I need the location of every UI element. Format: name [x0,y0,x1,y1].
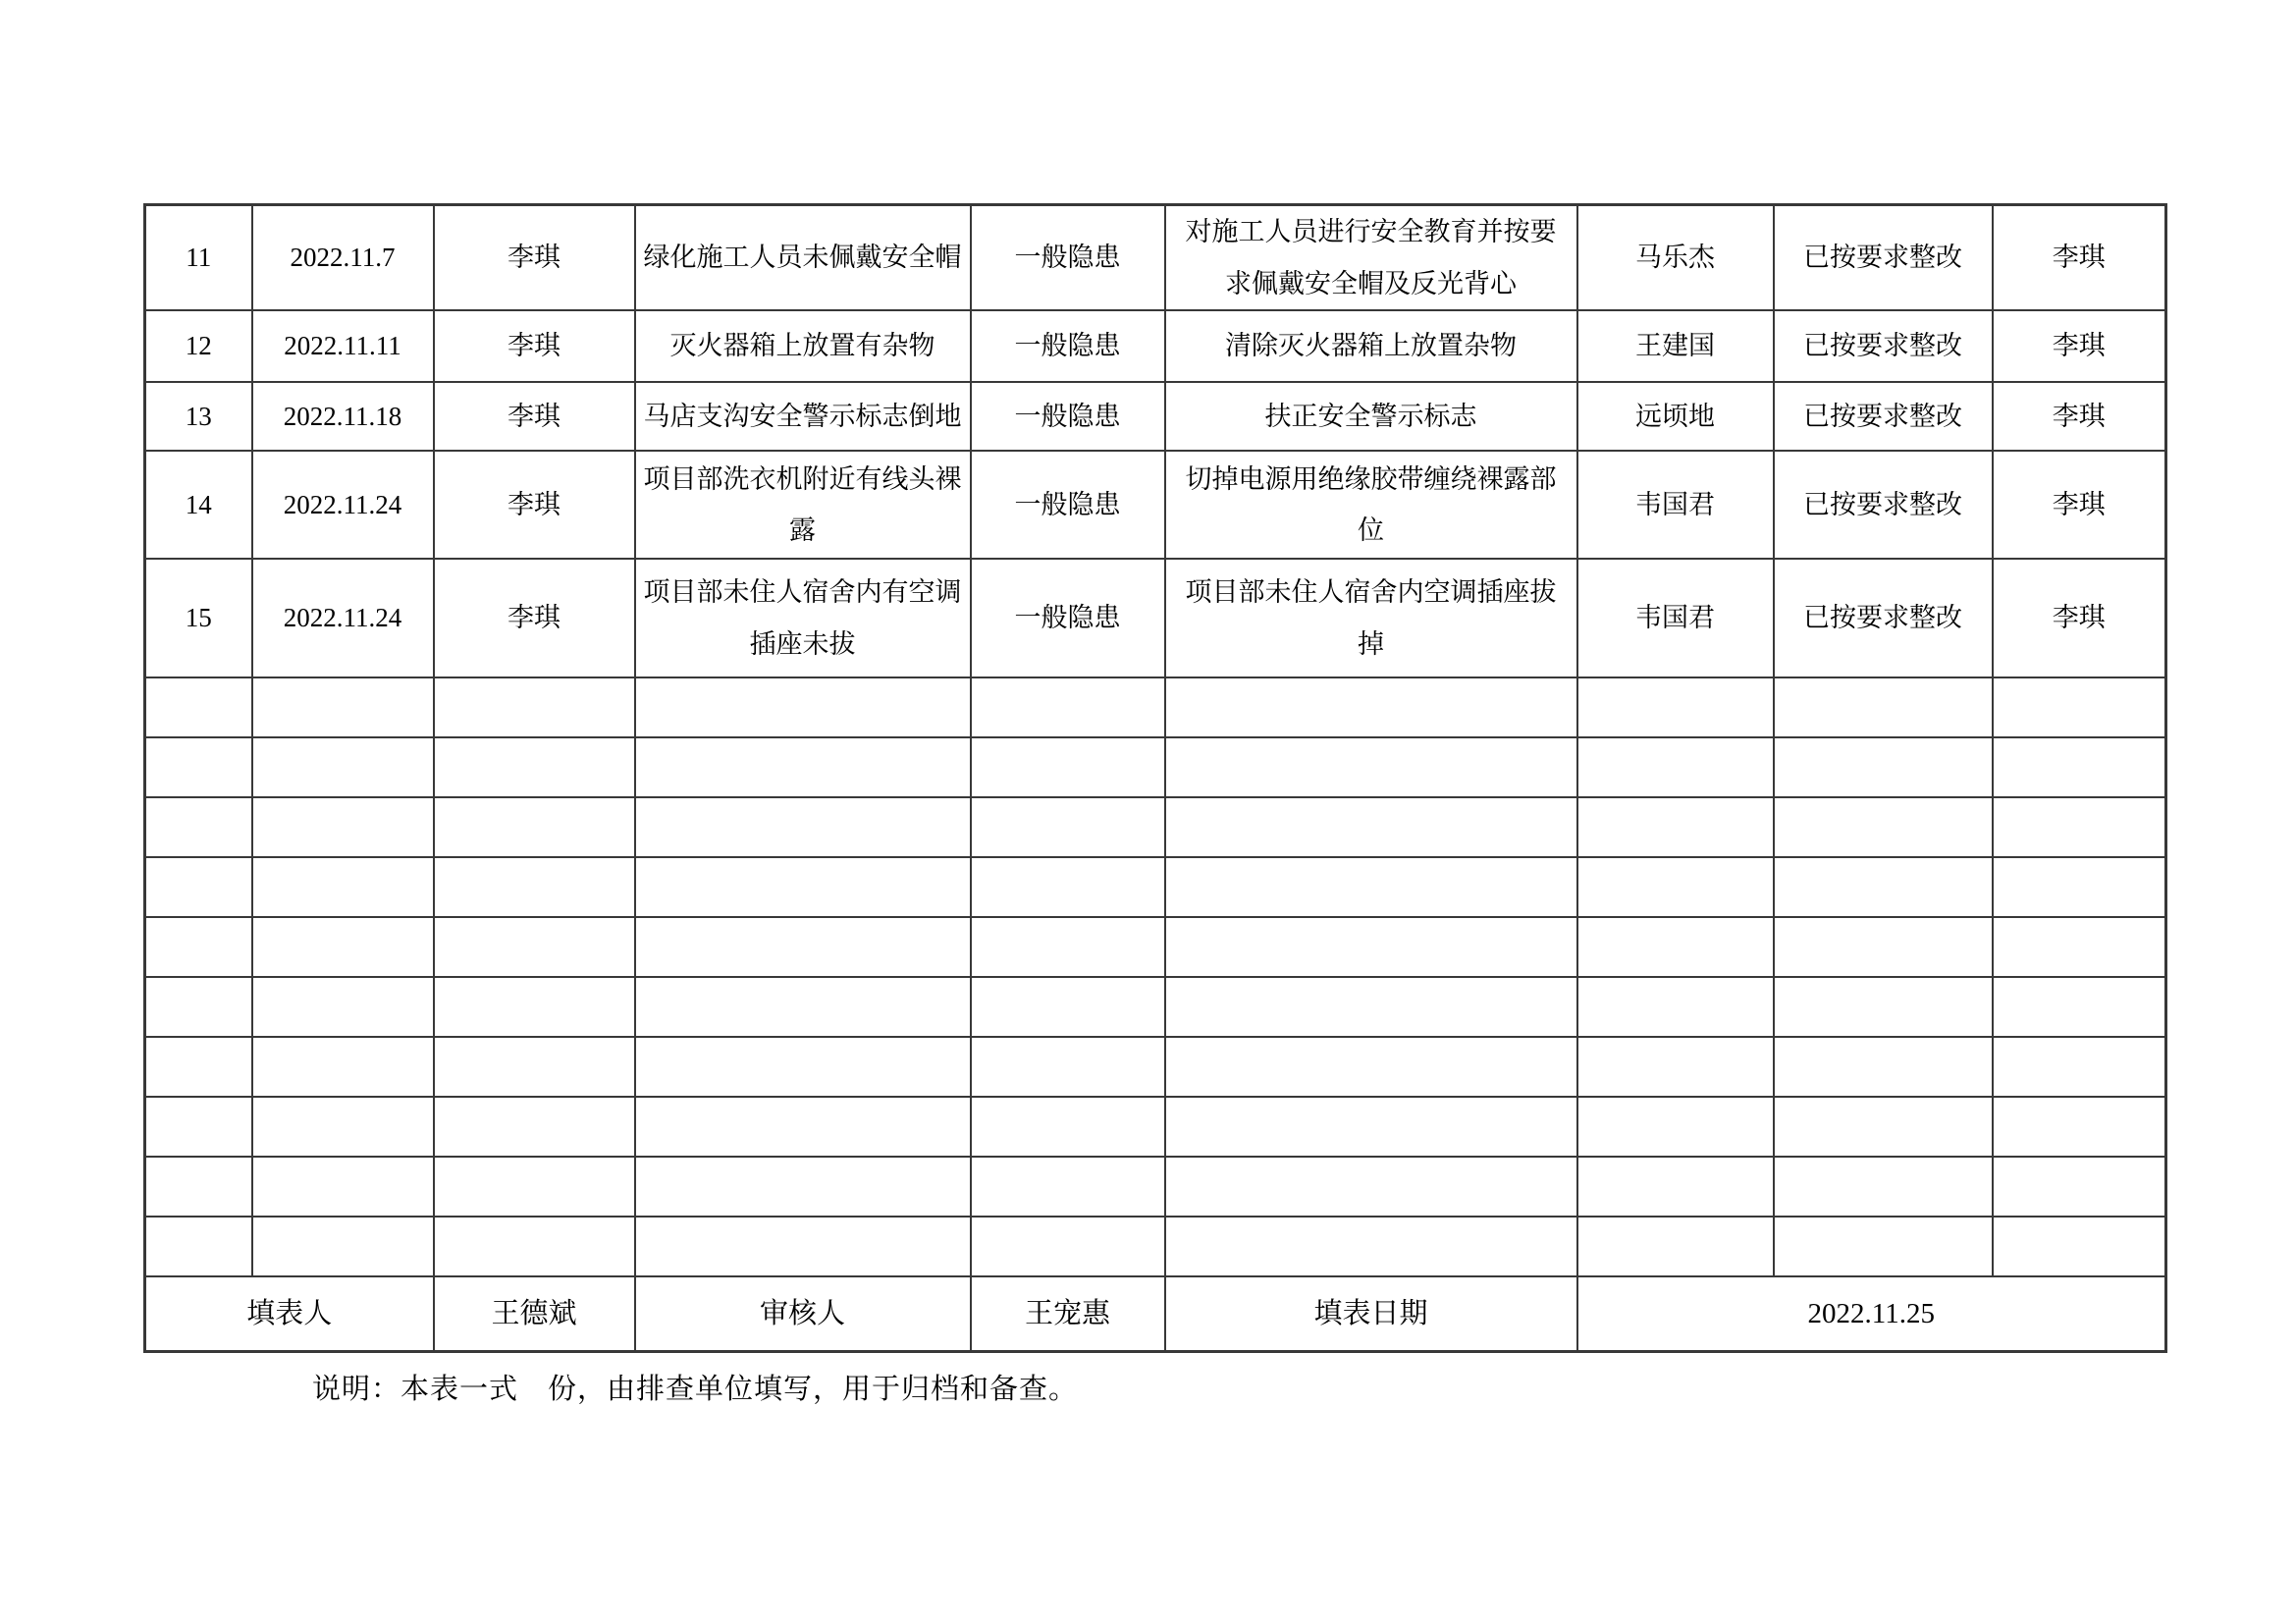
cell-responsible: 王建国 [1577,310,1774,382]
empty-cell [635,1157,971,1217]
empty-cell [635,857,971,917]
empty-cell [1165,977,1577,1037]
empty-cell [1577,1157,1774,1217]
cell-inspector: 李琪 [434,559,635,677]
empty-cell [1774,737,1993,797]
cell-status: 已按要求整改 [1774,310,1993,382]
cell-date: 2022.11.18 [252,382,434,451]
cell-status: 已按要求整改 [1774,451,1993,559]
empty-table-row [145,1217,2166,1276]
empty-table-row [145,857,2166,917]
empty-cell [252,1097,434,1157]
cell-inspector: 李琪 [434,451,635,559]
empty-cell [434,1157,635,1217]
empty-cell [1774,677,1993,737]
empty-cell [1993,677,2166,737]
empty-cell [1993,1097,2166,1157]
cell-date: 2022.11.24 [252,559,434,677]
cell-inspector: 李琪 [434,205,635,311]
cell-level: 一般隐患 [971,382,1165,451]
note-text: 说明：本表一式 份，由排查单位填写，用于归档和备查。 [312,1374,1079,1405]
empty-cell [252,677,434,737]
empty-cell [635,1097,971,1157]
empty-cell [1993,1157,2166,1217]
empty-cell [434,797,635,857]
empty-cell [1165,737,1577,797]
empty-cell [252,1157,434,1217]
cell-date: 2022.11.24 [252,451,434,559]
footer-filler-label: 填表人 [145,1276,434,1351]
empty-cell [971,857,1165,917]
cell-verifier: 李琪 [1993,310,2166,382]
cell-serial: 12 [145,310,252,382]
empty-cell [971,977,1165,1037]
cell-hazard: 项目部未住人宿舍内有空调插座未拔 [635,559,971,677]
cell-verifier: 李琪 [1993,382,2166,451]
cell-hazard: 绿化施工人员未佩戴安全帽 [635,205,971,311]
footer-date-value: 2022.11.25 [1577,1276,2166,1351]
empty-cell [1993,977,2166,1037]
table-row [145,205,2166,311]
empty-cell [1577,977,1774,1037]
cell-measure: 切掉电源用绝缘胶带缠绕裸露部位 [1165,451,1577,559]
cell-status: 已按要求整改 [1774,559,1993,677]
cell-responsible: 韦国君 [1577,451,1774,559]
empty-cell [1577,1097,1774,1157]
empty-table-row [145,1097,2166,1157]
footer-filler-value: 王德斌 [434,1276,635,1351]
empty-cell [1774,1037,1993,1097]
footer-row [145,1276,2166,1351]
cell-responsible: 马乐杰 [1577,205,1774,311]
empty-cell [1165,1097,1577,1157]
empty-cell [252,1217,434,1276]
empty-cell [1577,857,1774,917]
cell-serial: 14 [145,451,252,559]
footer-reviewer-value: 王宠惠 [971,1276,1165,1351]
cell-level: 一般隐患 [971,310,1165,382]
empty-cell [434,737,635,797]
cell-hazard: 灭火器箱上放置有杂物 [635,310,971,382]
cell-inspector: 李琪 [434,382,635,451]
empty-cell [1993,1217,2166,1276]
table-row [145,310,2166,382]
empty-cell [1165,1157,1577,1217]
empty-cell [252,977,434,1037]
empty-cell [971,797,1165,857]
footer-reviewer-label: 审核人 [635,1276,971,1351]
empty-cell [1774,1157,1993,1217]
cell-date: 2022.11.7 [252,205,434,311]
empty-cell [1774,1097,1993,1157]
empty-cell [434,977,635,1037]
empty-cell [1774,977,1993,1037]
empty-cell [145,857,252,917]
empty-cell [1993,797,2166,857]
empty-cell [1993,857,2166,917]
cell-serial: 11 [145,205,252,311]
empty-cell [971,917,1165,977]
empty-cell [1577,1037,1774,1097]
empty-table-row [145,1157,2166,1217]
empty-cell [252,737,434,797]
empty-cell [252,857,434,917]
table-row [145,559,2166,677]
cell-inspector: 李琪 [434,310,635,382]
empty-cell [1577,737,1774,797]
cell-hazard: 项目部洗衣机附近有线头裸露 [635,451,971,559]
empty-cell [145,1157,252,1217]
empty-cell [1165,1037,1577,1097]
empty-cell [252,917,434,977]
cell-responsible: 韦国君 [1577,559,1774,677]
empty-table-row [145,737,2166,797]
empty-cell [635,917,971,977]
empty-cell [635,1217,971,1276]
empty-cell [434,1097,635,1157]
empty-cell [971,1037,1165,1097]
empty-cell [635,1037,971,1097]
empty-cell [145,1097,252,1157]
cell-responsible: 远顷地 [1577,382,1774,451]
empty-table-row [145,917,2166,977]
empty-cell [971,1097,1165,1157]
empty-cell [971,677,1165,737]
empty-cell [635,737,971,797]
empty-cell [1165,917,1577,977]
empty-cell [145,677,252,737]
empty-cell [145,917,252,977]
table-row [145,382,2166,451]
cell-serial: 13 [145,382,252,451]
empty-cell [1993,917,2166,977]
cell-verifier: 李琪 [1993,559,2166,677]
cell-measure: 项目部未住人宿舍内空调插座拔掉 [1165,559,1577,677]
empty-cell [434,677,635,737]
empty-cell [1165,1217,1577,1276]
empty-cell [971,737,1165,797]
cell-verifier: 李琪 [1993,451,2166,559]
empty-cell [1577,1217,1774,1276]
table-row [145,451,2166,559]
cell-status: 已按要求整改 [1774,205,1993,311]
empty-cell [434,1037,635,1097]
empty-cell [1165,797,1577,857]
empty-cell [1993,737,2166,797]
empty-cell [145,797,252,857]
empty-cell [635,797,971,857]
empty-cell [252,797,434,857]
empty-cell [145,737,252,797]
hazard-inspection-table [143,203,2167,1353]
empty-cell [1774,797,1993,857]
empty-table-row [145,1037,2166,1097]
cell-hazard: 马店支沟安全警示标志倒地 [635,382,971,451]
empty-cell [434,857,635,917]
empty-cell [145,977,252,1037]
empty-cell [635,677,971,737]
empty-cell [1577,917,1774,977]
empty-cell [971,1157,1165,1217]
cell-measure: 清除灭火器箱上放置杂物 [1165,310,1577,382]
empty-cell [1577,677,1774,737]
empty-table-row [145,977,2166,1037]
empty-cell [145,1217,252,1276]
empty-cell [1993,1037,2166,1097]
empty-cell [635,977,971,1037]
empty-table-row [145,797,2166,857]
cell-measure: 扶正安全警示标志 [1165,382,1577,451]
empty-table-row [145,677,2166,737]
cell-date: 2022.11.11 [252,310,434,382]
cell-status: 已按要求整改 [1774,382,1993,451]
empty-cell [1774,857,1993,917]
empty-cell [145,1037,252,1097]
cell-level: 一般隐患 [971,205,1165,311]
cell-verifier: 李琪 [1993,205,2166,311]
empty-cell [434,1217,635,1276]
empty-cell [1577,797,1774,857]
empty-cell [1165,857,1577,917]
cell-level: 一般隐患 [971,451,1165,559]
empty-cell [1165,677,1577,737]
cell-serial: 15 [145,559,252,677]
cell-level: 一般隐患 [971,559,1165,677]
empty-cell [252,1037,434,1097]
empty-cell [434,917,635,977]
cell-measure: 对施工人员进行安全教育并按要求佩戴安全帽及反光背心 [1165,205,1577,311]
footer-date-label: 填表日期 [1165,1276,1577,1351]
empty-cell [1774,917,1993,977]
empty-cell [971,1217,1165,1276]
empty-cell [1774,1217,1993,1276]
